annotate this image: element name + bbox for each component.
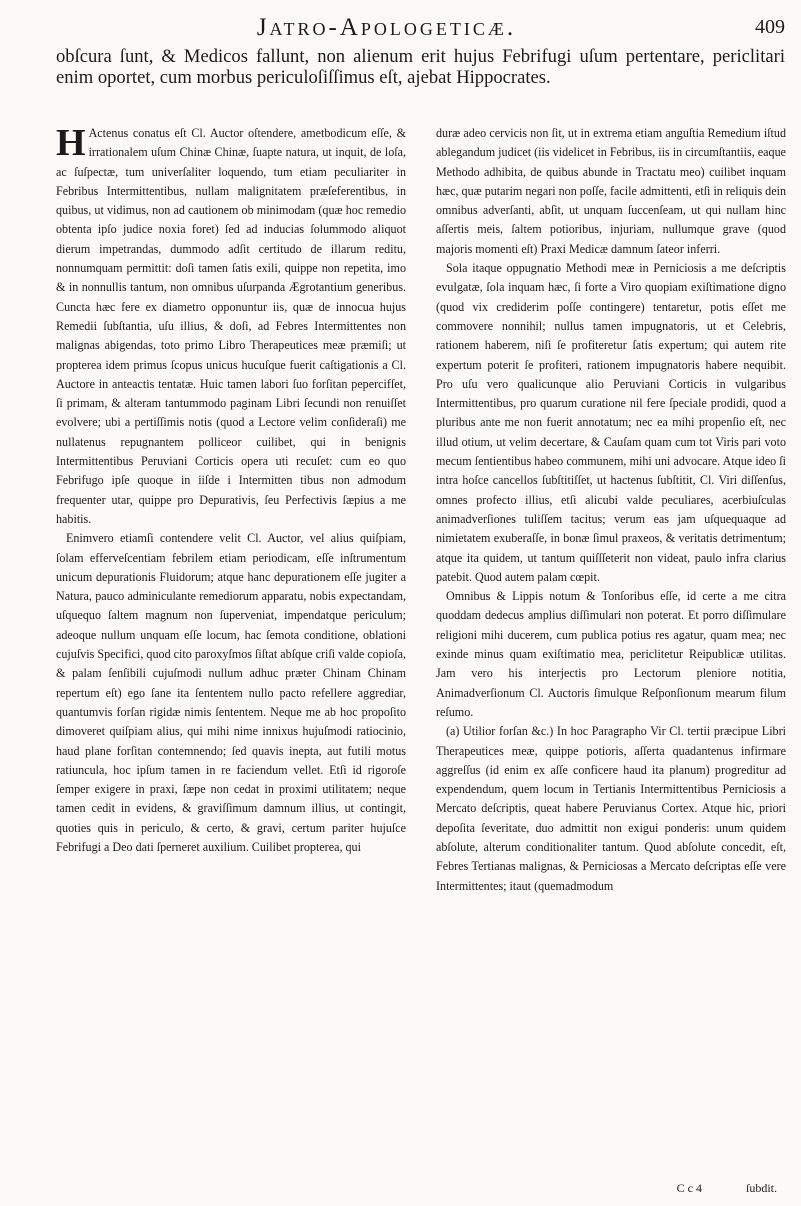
- intro-text: obſcura ſunt, & Medicos fallunt, non alienum erit hujus Febrifugi uſum pertentare, periclitari enim oportet, cum morbus periculoſiſſimus eſt, ajebat Hippocrates.: [56, 46, 785, 88]
- left-paragraph-1: Actenus conatus eſt Cl. Auctor oſtendere, ametbodicum eſſe, & irrationalem uſum Chinæ Chinæ, ſuapte natura, ut inquit, de loſa, ac ſuſpectæ, tum univerſaliter loquendo, tum etiam peculiariter in Febribus Intermittentibus, nullam malignitatem præſeferentibus, in quibus, ut vidimus, non ad cautionem ob minimodam (quæ hoc remedio obtenta ipſo judice noxia foret) ſed ad inducias ſolummodo aliquot dierum impetrandas, dummodo adſit certitudo de illarum reditu, nonnumquam permittit: doſi tamen ſatis exili, quippe non repetita, imo & in nonnullis tantum, non omnibus uſurpanda Ægrotantium generibus. Cuncta hæc fere ex diametro opponuntur iis, quæ de innocua hujus Remedii ſubſtantia, uſu illius, & doſi, ad Febres Intermittentes non malignas abigendas, toto primo Libro Therapeutices meæ præmiſi; ut propterea idem primus ſcopus unicus hucuſque fuerit caſtigationis a Cl. Auctore in anteactis tentatæ. Huic tamen labori ſuo forſitan pepercifſet, ſi primam, & alteram tantummodo paginam Libri ſecundi non renuiſſet evolvere; ubi a pertiſſimis notis (quod a Lectore velim conſideraſi) me nullatenus repugnantem polliceor cuilibet, qui in benignis Intermittentibus Peruviani Corticis opera uti recuſet: cum eo quo Febrifugo ipſe quoque in iiſde i Intermitten tibus non admodum frequenter utar, quippe pro Depurativis, ſeu Perfectivis ſæpius a me habitis.: [56, 126, 406, 526]
- right-paragraph-3: Omnibus & Lippis notum & Tonſoribus eſſe, id certe a me citra quoddam dedecus amplius diſſimulari non poterat. Et porro diſſimulare religioni mihi ducerem, cum publica potius res agatur, quam mea; nec exinde minus quam exiſtimatio mea, periclitetur Reipublicæ utilitas. Jam vero his interjectis pro Lectorum pleniore notitia, Animadverſionum Cl. Auctoris ſimulque Reſponſionum mearum filum reſumo.: [436, 589, 786, 719]
- right-paragraph-1: duræ adeo cervicis non ſit, ut in extrema etiam anguſtia Remedium iſtud ablegandum judicet (iis videlicet in Febribus, iis in circumſtantiis, eaque Methodo adhibita, de quibus abunde in Tractatu meo) cuilibet inquam hæc, quæ putarim negari non poſſe, facile admittenti, etſi in reliquis dein omnibus adverſanti, abſit, ut unquam ſuccenſeam, ut qui nullam hinc aſſertis meis, ſaltem potioribus, injuriam, nullumque grave (quod majoris momenti eſt) Praxi Medicæ damnum ſateor inferri.: [436, 126, 786, 256]
- right-paragraph-4: (a) Utilior forſan &c.) In hoc Paragrapho Vir Cl. tertii præcipue Libri Therapeutices meæ, quippe potioris, aſſerta quadantenus infirmare aggreſſus (id enim ex aſſe conficere haud ita planum) progreditur ad expendendum, quem locum in Tertianis Intermittentibus Perniciosis a Mercato deſcriptis, queat habere Peruvianus Cortex. Atque hic, priori depoſita ſeveritate, duo admittit non exigui ponderis: unum quidem abſolute, alterum conditionaliter tantum. Quod abſolute concedit, eſt, Febres Tertianas malignas, & Perniciosas a Mercato deſcriptas eſſe vere Intermittentes; itaut (quemadmodum: [436, 724, 786, 893]
- catchword: ſubdit.: [745, 1181, 777, 1195]
- signature-mark: C c 4: [676, 1181, 702, 1195]
- intro-paragraph: [56, 46, 785, 88]
- right-column: [436, 124, 786, 1194]
- left-paragraph-2: Enimvero etiamſi contendere velit Cl. Auctor, vel alius quiſpiam, ſolam efferveſcentiam febrilem etiam periodicam, eſſe inſtrumentum unicum depurationis Fluidorum; atque hanc depurationem eſſe jugiter a Natura, pauco adminiculante remediorum apparatu, nobis expectandam, uſquequo ſaltem magnum non ſuperveniat, impendatque periculum; adeoque nullum unquam eſſe locum, hac ſemota conditione, oblationi cujuſvis Specifici, quod cito paroxyſmos ſiſtat abſque criſi valde copioſa, & palam ſenſibili cujuſmodi nullum adhuc præter Chinam Chinam repertum eſt) ego ſane ita ſententem nullo pacto refellere aggrediar, quantumvis forſan rigidæ nimis ſententem. Neque me ab hoc propoſito dimoveret quiſpiam alius, qui mihi nime innixus hujuſmodi ratiocinio, haud plane forſitan contemnendo; ſed quavis inepta, aut futili motus ratiuncula, hoc ipſum tamen in re faciendum vellet. Etſi id rigoroſe ſemper exigere in praxi, ſæpe non cedat in proximi utilitatem; neque tamen cedit in evidens, & graviſſimum damnum illius, ut contingit, quoties quis in periculo, & certo, & gravi, certum pariter hujuſce Febrifugi a Deo dati ſperneret auxilium. Cuilibet propterea, qui: [56, 531, 406, 854]
- right-paragraph-2: Sola itaque oppugnatio Methodi meæ in Perniciosis a me deſcriptis evulgatæ, ſola inquam hæc, ſi forte a Viro quopiam exiſtimatione digno (quod vix crediderim poſſe contingere) tentaretur, potis eſſet me commovere nonnihil; nullus tamen impugnatoris, ut et Celebris, rationem haberem, niſi ſe profiteretur ſatis expertum; qui autem rite expertum poterit ſe profiteri, rationem impugnatoris habere nequibit. Pro uſu vero qualicunque alio Peruviani Corticis in vulgaribus Intermittentibus, pro quarum curatione nil fere ſpeciale prodidi, quod a pluribus ante me non fuerit annotatum; nec ea mihi propenſio eſt, nec illud otium, ut velim decertare, & Cauſam quam cum tot Viris pari voto mecum ſentientibus habeo communem, mihi uni advocare. Atque ideo ſi intra hoſce cancellos ſubſtitiſſet, ut hactenus ſubſtitit, Cl. Viri diſſenſus, omnes profecto illius, etſi alicubi valde peculiares, acerbiuſculas animadverſiones tuliſſem tacitus; verum eas jam uſquequaque ad nimietatem exuberaſſe, in bonæ ſimul praxeos, & veritatis detrimentum; atque ita quidem, ut tantum quiſſſeterit non videat, paulo infra clarius patebit. Quod autem palam cœpit.: [436, 261, 786, 584]
- page-footer: [677, 1181, 777, 1196]
- drop-cap: H: [56, 124, 86, 164]
- left-column: [56, 124, 406, 1194]
- two-column-body: [56, 124, 786, 1194]
- running-head: [48, 14, 785, 48]
- running-title: Jatro-Apologeticæ.: [256, 14, 517, 41]
- page-number: 409: [755, 16, 785, 38]
